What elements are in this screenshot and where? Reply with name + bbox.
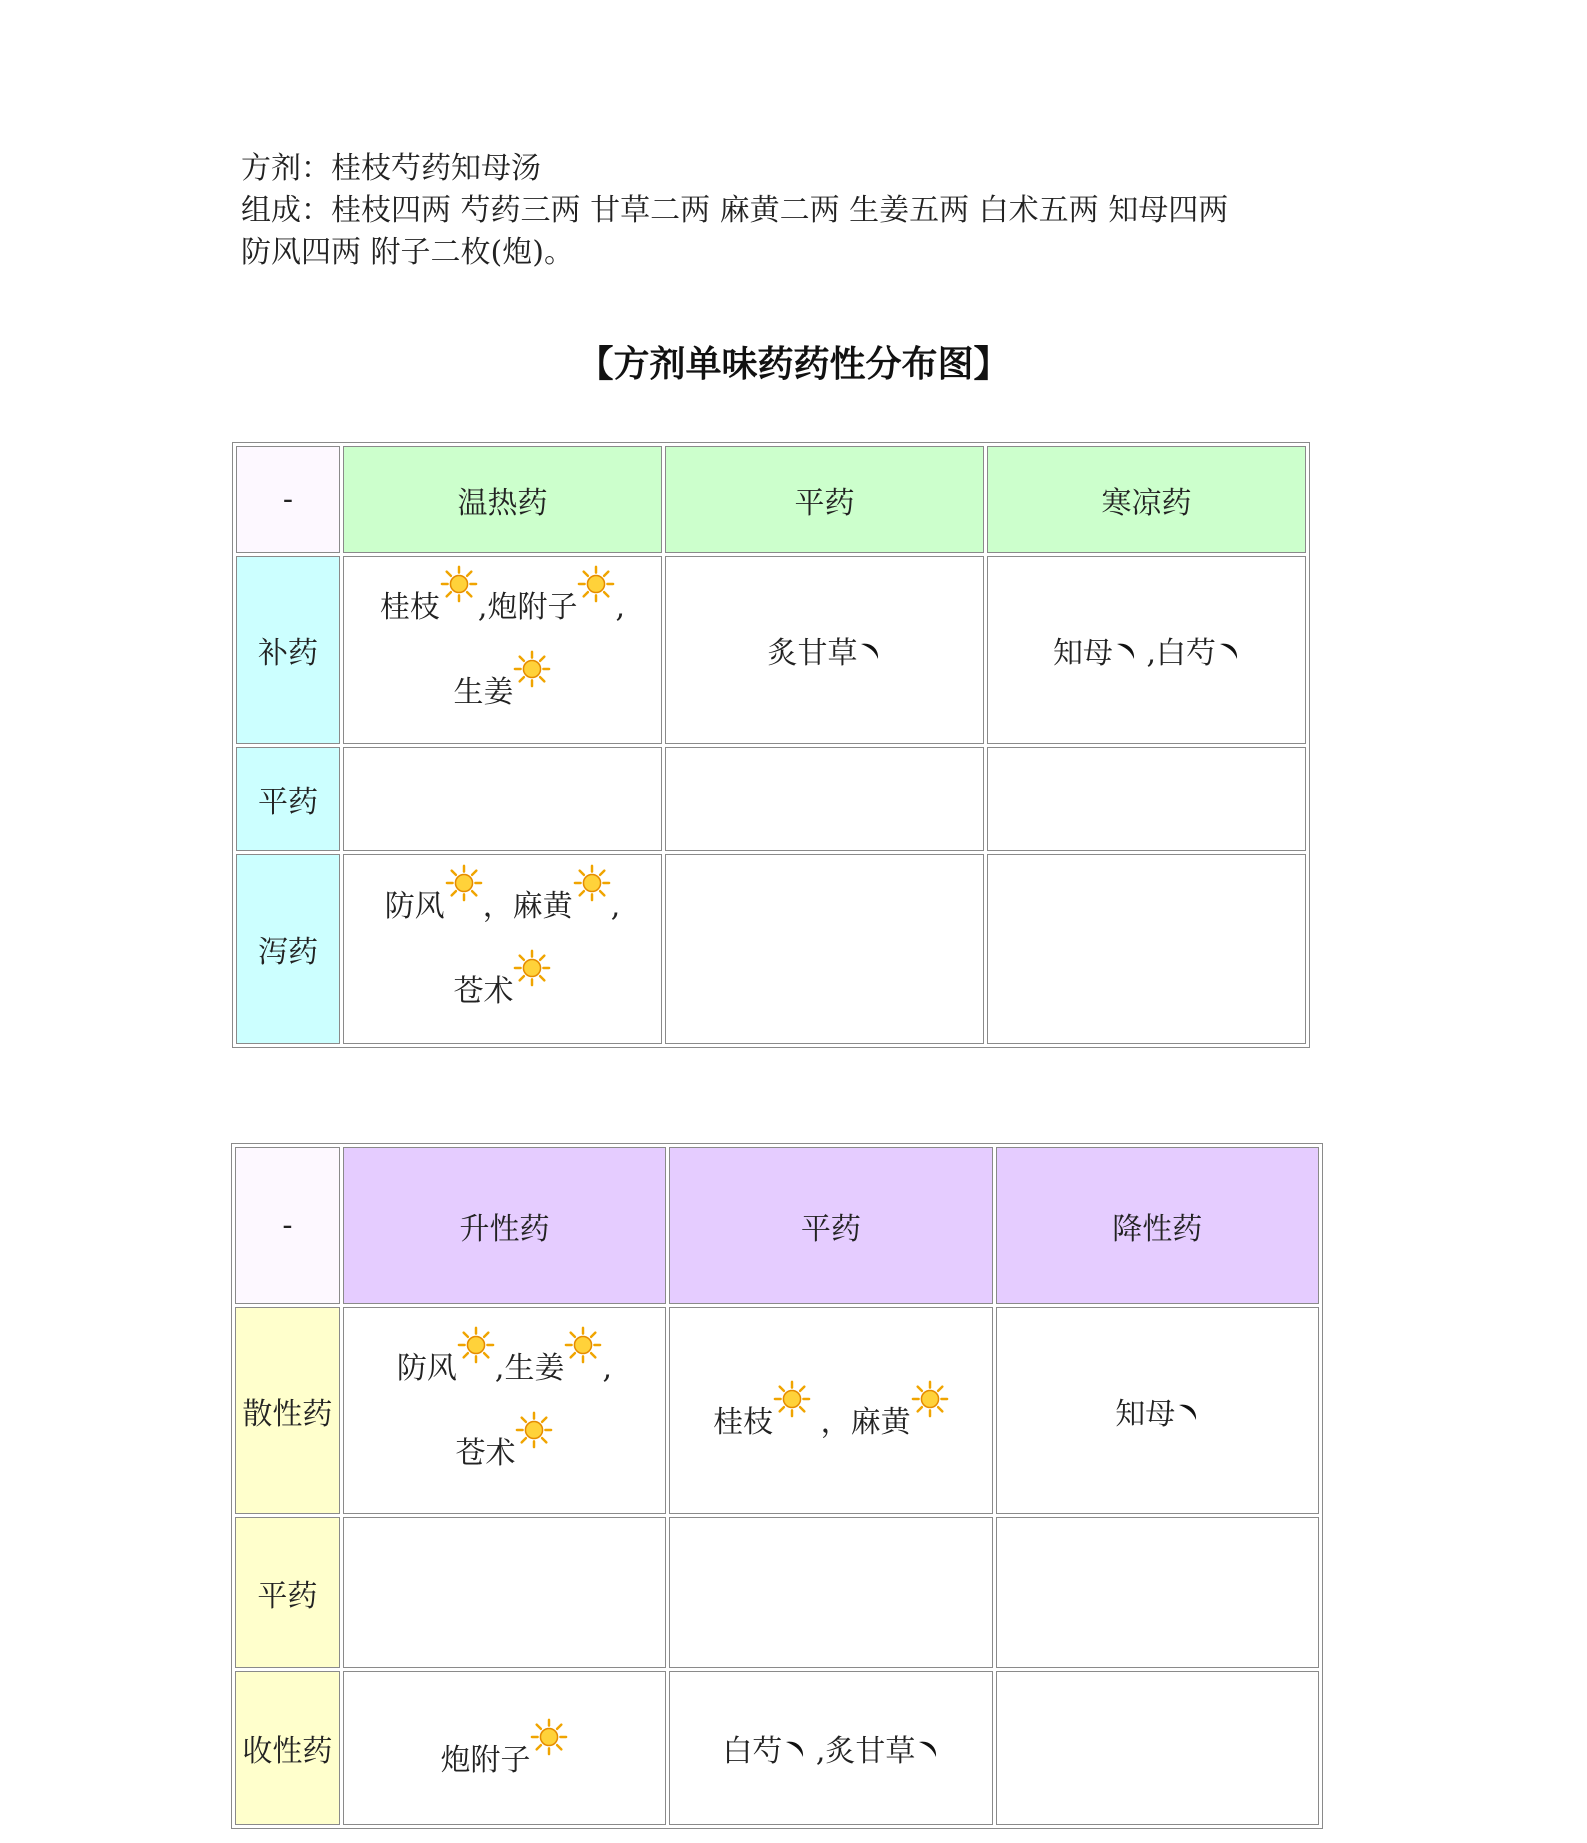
herb-name: 防风 — [384, 889, 445, 924]
formula-line: 方剂：桂枝芍药知母汤 — [241, 151, 541, 186]
moon-icon — [915, 1737, 939, 1761]
sun-icon — [773, 1380, 811, 1418]
cell-purgative-neutral — [665, 854, 984, 1044]
row-header-neutral: 平药 — [236, 747, 340, 851]
moon-icon — [1216, 639, 1240, 663]
herb-name: ,炮附子 — [477, 590, 578, 625]
direction-nature-table — [231, 1143, 1323, 1829]
composition-line: 组成：桂枝四两 芍药三两 甘草二两 麻黄二两 生姜五两 白术五两 知母四两 — [241, 193, 1229, 228]
col-header-cold: 寒凉药 — [987, 446, 1306, 553]
herb-name: 炮附子 — [440, 1742, 531, 1778]
corner-cell: - — [236, 446, 340, 553]
moon-icon — [782, 1737, 806, 1761]
herb-name: 知母 — [1052, 636, 1113, 671]
temperature-nature-table — [232, 442, 1310, 1048]
row-header-purgative: 泻药 — [236, 854, 340, 1044]
cell-astringent-neutral — [669, 1671, 992, 1825]
herb-name: 知母 — [1115, 1396, 1176, 1432]
cell-tonic-cold — [987, 556, 1306, 744]
cell-neutral-cold — [987, 747, 1306, 851]
cell-neutral-ascending — [343, 1517, 666, 1668]
cell-astringent-descending — [996, 1671, 1319, 1825]
moon-icon — [1113, 639, 1137, 663]
herb-name: 桂枝 — [713, 1405, 774, 1440]
sun-icon — [577, 565, 615, 603]
col-header-warm: 温热药 — [343, 446, 662, 553]
herb-name: ,生姜 — [494, 1350, 565, 1386]
herb-name: 生姜 — [453, 675, 514, 710]
cell-dispersing-descending — [996, 1307, 1319, 1514]
cell-neutral-warm — [343, 747, 662, 851]
cell-astringent-ascending — [343, 1671, 666, 1825]
herb-name: ,炙甘草 — [806, 1734, 916, 1769]
herb-name: ，麻黄 — [482, 889, 573, 924]
row-header-neutral: 平药 — [235, 1517, 340, 1668]
cell-tonic-neutral — [665, 556, 984, 744]
herb-name: 炙甘草 — [767, 636, 858, 671]
composition-line-2: 防风四两 附子二枚(炮)。 — [241, 235, 574, 270]
corner-cell: - — [235, 1147, 340, 1304]
col-header-neutral: 平药 — [669, 1147, 992, 1304]
sun-icon — [564, 1326, 602, 1364]
col-header-descending: 降性药 — [996, 1147, 1319, 1304]
herb-name: ，麻黄 — [811, 1405, 911, 1440]
sun-icon — [573, 864, 611, 902]
sun-icon — [445, 864, 483, 902]
separator: , — [610, 889, 621, 924]
cell-purgative-cold — [987, 854, 1306, 1044]
herb-name: 苍术 — [455, 1435, 516, 1471]
cell-dispersing-neutral — [669, 1307, 992, 1514]
cell-neutral-descending — [996, 1517, 1319, 1668]
sun-icon — [457, 1326, 495, 1364]
moon-icon — [857, 639, 881, 663]
col-header-ascending: 升性药 — [343, 1147, 666, 1304]
cell-purgative-warm — [343, 854, 662, 1044]
cell-dispersing-ascending — [343, 1307, 666, 1514]
sun-icon — [530, 1718, 568, 1756]
col-header-neutral: 平药 — [665, 446, 984, 553]
herb-name: 苍术 — [453, 974, 514, 1009]
row-header-dispersing: 散性药 — [235, 1307, 340, 1514]
cell-neutral-neutral — [665, 747, 984, 851]
separator: , — [615, 590, 626, 625]
row-header-astringent: 收性药 — [235, 1671, 340, 1825]
sun-icon — [440, 565, 478, 603]
moon-icon — [1175, 1400, 1199, 1424]
separator: , — [602, 1350, 613, 1386]
row-header-tonic: 补药 — [236, 556, 340, 744]
sun-icon — [513, 650, 551, 688]
sun-icon — [515, 1411, 553, 1449]
herb-name: 桂枝 — [379, 590, 440, 625]
sun-icon — [513, 949, 551, 987]
herb-name: 白芍 — [722, 1734, 783, 1769]
cell-neutral-neutral — [669, 1517, 992, 1668]
page-title: 【方剂单味药药性分布图】 — [577, 343, 1010, 385]
sun-icon — [911, 1380, 949, 1418]
intro-text — [241, 148, 1351, 274]
herb-name: 防风 — [396, 1350, 457, 1386]
cell-tonic-warm — [343, 556, 662, 744]
herb-name: ,白芍 — [1136, 636, 1217, 671]
